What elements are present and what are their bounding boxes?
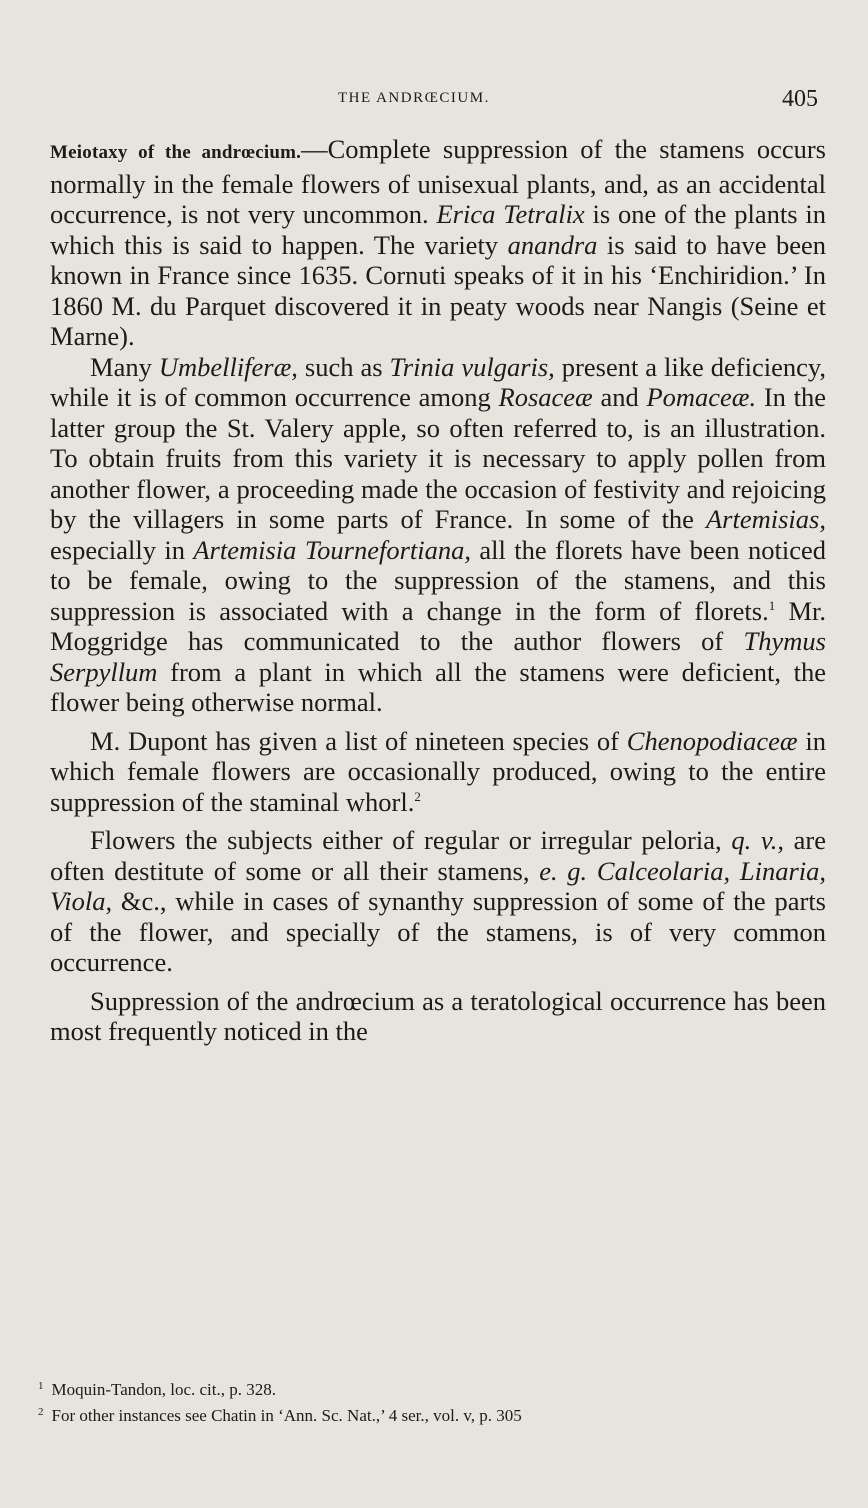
footnote-text: Moquin-Tandon, loc. cit., p. 328. bbox=[51, 1380, 277, 1399]
italic-run: Erica Tetralix bbox=[436, 199, 585, 229]
text-run: is one of the plants in which this is said to happen. The variety bbox=[50, 199, 827, 260]
footnotes bbox=[38, 1375, 808, 1427]
footnote-mark: 1 bbox=[38, 1380, 44, 1392]
text-run: from a plant in which all the stamens were deficient, the flower being otherwise normal. bbox=[50, 656, 826, 717]
italic-run: Umbelliferæ, bbox=[158, 351, 298, 382]
paragraph-suppression bbox=[50, 986, 826, 1047]
italic-run: Trinia vulgaris, bbox=[389, 351, 555, 382]
text-run: In the latter group the St. Valery apple, so often referred to, is an illustration. To obtain fruits from this variety it is necessary to apply pollen from another flower, a proceeding made the occasion of festivity and rejoicing by the villagers in some parts of France. In some of the bbox=[50, 382, 826, 534]
text-run: M. Dupont has given a list of nineteen species of bbox=[90, 725, 627, 756]
running-head: THE ANDRŒCIUM. bbox=[338, 90, 490, 106]
page-header bbox=[0, 82, 868, 122]
text-run: in which female flowers are occasionally produced, owing to the entire suppression of the staminal whorl. bbox=[50, 725, 826, 817]
text-run: present a like deficiency, while it is of common occurrence among bbox=[50, 351, 826, 412]
paragraph-dupont bbox=[50, 726, 826, 818]
text-run: is said to have been known in France since 1635. Cornuti speaks of it in his ‘Enchiridion.’ In 1860 M. du Parquet discovered it in peaty woods near Nangis (Seine et Marne). bbox=[50, 229, 826, 351]
text-run: Flowers the subjects either of regular or irregular peloria, bbox=[90, 825, 732, 855]
text-run: especially in bbox=[50, 534, 194, 565]
text-run: Mr. Moggridge has communicated to the author flowers of bbox=[50, 595, 826, 656]
italic-run: Chenopodiaceæ bbox=[626, 725, 798, 756]
text-run: are often destitute of some or all their stamens, bbox=[50, 825, 826, 886]
footnote-2 bbox=[38, 1401, 808, 1427]
italic-run: Artemisia Tournefortiana, bbox=[193, 534, 471, 565]
footnote-ref: 2 bbox=[414, 788, 421, 804]
italic-run: e. g. Calceolaria, Linaria, Viola, bbox=[50, 855, 827, 916]
section-heading: Meiotaxy of the andrœcium. bbox=[50, 142, 302, 163]
text-run: all the florets have been noticed to be female, owing to the suppression of the stamens, and this suppression is associated with a change in the form of florets. bbox=[50, 534, 826, 626]
text-run: such as bbox=[297, 351, 390, 382]
italic-run: Rosaceæ bbox=[498, 382, 593, 412]
footnote-1 bbox=[38, 1375, 808, 1401]
italic-run: Artemisias, bbox=[706, 504, 826, 534]
italic-run: anandra bbox=[507, 229, 598, 260]
paragraph-peloria bbox=[50, 825, 826, 978]
footnote-text: For other instances see Chatin in ‘Ann. Sc. Nat.,’ 4 ser., vol. v, p. 305 bbox=[51, 1406, 522, 1425]
italic-run: Pomaceæ. bbox=[646, 382, 757, 412]
text-run: and bbox=[592, 382, 647, 412]
text-run: &c., while in cases of synanthy suppression of some of the parts of the flower, and specially of the stamens, is of very common occurrence. bbox=[50, 886, 826, 977]
italic-run: Thymus Serpyllum bbox=[50, 626, 826, 687]
body-text bbox=[50, 134, 826, 1047]
page-number: 405 bbox=[782, 86, 818, 112]
footnote-ref: 1 bbox=[768, 597, 776, 613]
paragraph-meiotaxy bbox=[50, 134, 826, 352]
paragraph-umbelliferae bbox=[50, 352, 826, 718]
text-run: Suppression of the andrœcium as a teratological occurrence has been most frequently noticed in the bbox=[50, 985, 826, 1046]
footnote-mark: 2 bbox=[38, 1406, 44, 1418]
text-run: —Complete suppression of the stamens occurs normally in the female flowers of unisexual plants, and, as an accidental occurrence, is not very uncommon. bbox=[50, 134, 826, 229]
text-run: Many bbox=[90, 351, 159, 382]
italic-run: q. v., bbox=[731, 825, 784, 855]
